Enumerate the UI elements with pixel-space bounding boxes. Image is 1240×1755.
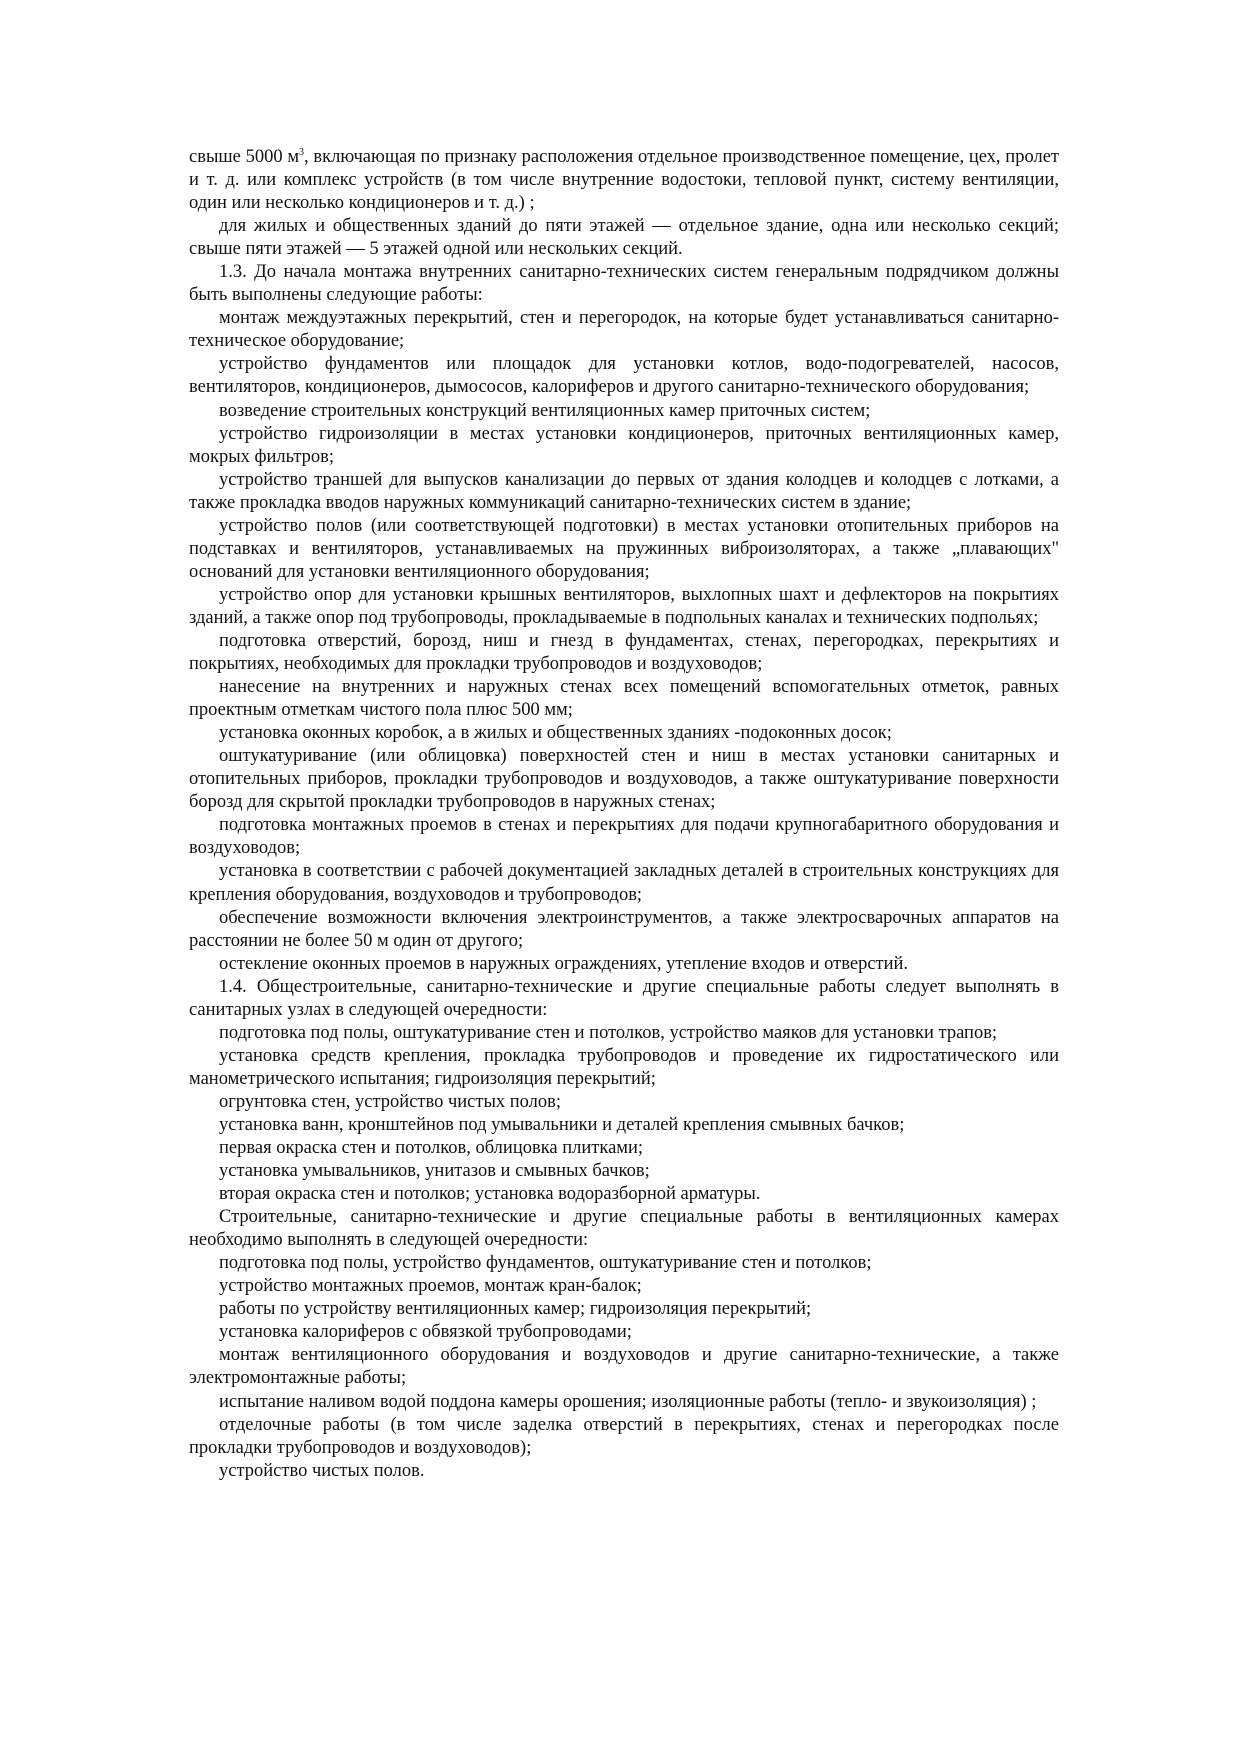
- paragraph-intro: [189, 146, 1059, 215]
- paragraph: первая окраска стен и потолков, облицовка плитками;: [219, 1138, 644, 1159]
- intro-text-start: свыше 5000 м: [189, 147, 300, 167]
- paragraph: установка в соответствии с рабочей документацией закладных деталей в строительных конструкциях для крепления оборудования, воздуховодов и трубопроводов;: [189, 861, 1059, 905]
- document-page: [189, 146, 1059, 1483]
- paragraph: оштукатуривание (или облицовка) поверхностей стен и ниш в местах установки санитарных и отопительных приборов, прокладки трубопроводов и воздуховодов, а также оштукатуривание поверхности борозд для скрытой прокладки трубопроводов в наружных стенах;: [189, 746, 1059, 813]
- paragraph: установка ванн, кронштейнов под умывальники и деталей крепления смывных бачков;: [219, 1114, 905, 1135]
- paragraph: установка калориферов с обвязкой трубопроводами;: [219, 1322, 632, 1343]
- paragraph: вторая окраска стен и потолков; установка водоразборной арматуры.: [219, 1184, 761, 1205]
- paragraph: устройство траншей для выпусков канализации до первых от здания колодцев и колодцев с лотками, а также прокладка вводов наружных коммуникаций санитарно-технических систем в здание;: [189, 469, 1059, 513]
- paragraph: установка оконных коробок, а в жилых и общественных зданиях -подоконных досок;: [219, 723, 892, 744]
- paragraph: устройство опор для установки крышных вентиляторов, выхлопных шахт и дефлекторов на покрытиях зданий, а также опор под трубопроводы, прокладываемые в подпольных каналах и технических подпольях;: [189, 584, 1059, 628]
- paragraph: монтаж междуэтажных перекрытий, стен и перегородок, на которые будет устанавливаться санитарно-техническое оборудование;: [189, 308, 1059, 352]
- paragraph: устройство чистых полов.: [219, 1460, 425, 1481]
- paragraph: работы по устройству вентиляционных камер; гидроизоляция перекрытий;: [219, 1299, 812, 1320]
- paragraph: устройство монтажных проемов, монтаж кран-балок;: [219, 1276, 642, 1297]
- paragraph: устройство гидроизоляции в местах установки кондиционеров, приточных вентиляционных камер, мокрых фильтров;: [189, 423, 1059, 467]
- paragraph: нанесение на внутренних и наружных стенах всех помещений вспомогательных отметок, равных проектным отметкам чистого пола плюс 500 мм;: [189, 677, 1059, 721]
- paragraph: 1.4. Общестроительные, санитарно-технические и другие специальные работы следует выполнять в санитарных узлах в следующей очередности:: [189, 976, 1059, 1020]
- paragraph: устройство фундаментов или площадок для установки котлов, водо-подогревателей, насосов, вентиляторов, кондиционеров, дымососов, калориферов и другого санитарно-технического оборудования;: [189, 354, 1059, 398]
- paragraph: 1.3. До начала монтажа внутренних санитарно-технических систем генеральным подрядчиком должны быть выполнены следующие работы:: [189, 262, 1059, 306]
- paragraph: устройство полов (или соответствующей подготовки) в местах установки отопительных приборов на подставках и вентиляторов, устанавливаемых на пружинных виброизоляторах, а также „плавающих" оснований для установки вентиляционного оборудования;: [189, 515, 1059, 582]
- intro-text-end: , включающая по признаку расположения отдельное производственное помещение, цех, пролет и т. д. или комплекс устройств (в том числе внутренние водостоки, тепловой пункт, систему вентиляции, один или несколько кондиционеров и т. д.) ;: [189, 147, 1059, 214]
- paragraph: установка умывальников, унитазов и смывных бачков;: [219, 1161, 650, 1182]
- paragraph: испытание наливом водой поддона камеры орошения; изоляционные работы (тепло- и звукоизоляция) ;: [219, 1391, 1037, 1412]
- paragraph: для жилых и общественных зданий до пяти этажей — отдельное здание, одна или несколько секций; свыше пяти этажей — 5 этажей одной или нескольких секций.: [189, 216, 1059, 260]
- paragraph: остекление оконных проемов в наружных ограждениях, утепление входов и отверстий.: [219, 953, 909, 974]
- paragraph: подготовка под полы, оштукатуривание стен и потолков, устройство маяков для установки трапов;: [219, 1022, 998, 1043]
- paragraph: установка средств крепления, прокладка трубопроводов и проведение их гидростатического или манометрического испытания; гидроизоляция перекрытий;: [189, 1045, 1059, 1089]
- paragraph: возведение строительных конструкций вентиляционных камер приточных систем;: [219, 400, 871, 421]
- paragraph: обеспечение возможности включения электроинструментов, а также электросварочных аппаратов на расстоянии не более 50 м один от другого;: [189, 907, 1059, 951]
- paragraph: Строительные, санитарно-технические и другие специальные работы в вентиляционных камерах необходимо выполнять в следующей очередности:: [189, 1207, 1059, 1251]
- paragraph: отделочные работы (в том числе заделка отверстий в перекрытиях, стенах и перегородках после прокладки трубопроводов и воздуховодов);: [189, 1414, 1059, 1458]
- cubic-superscript: 3: [299, 147, 305, 158]
- paragraph: подготовка монтажных проемов в стенах и перекрытиях для подачи крупногабаритного оборудования и воздуховодов;: [189, 815, 1059, 859]
- paragraph: монтаж вентиляционного оборудования и воздуховодов и другие санитарно-технические, а также электромонтажные работы;: [189, 1345, 1059, 1389]
- paragraph: подготовка отверстий, борозд, ниш и гнезд в фундаментах, стенах, перегородках, перекрытиях и покрытиях, необходимых для прокладки трубопроводов и воздуховодов;: [189, 630, 1059, 675]
- paragraph: огрунтовка стен, устройство чистых полов;: [219, 1091, 562, 1112]
- paragraph: подготовка под полы, устройство фундаментов, оштукатуривание стен и потолков;: [219, 1253, 872, 1274]
